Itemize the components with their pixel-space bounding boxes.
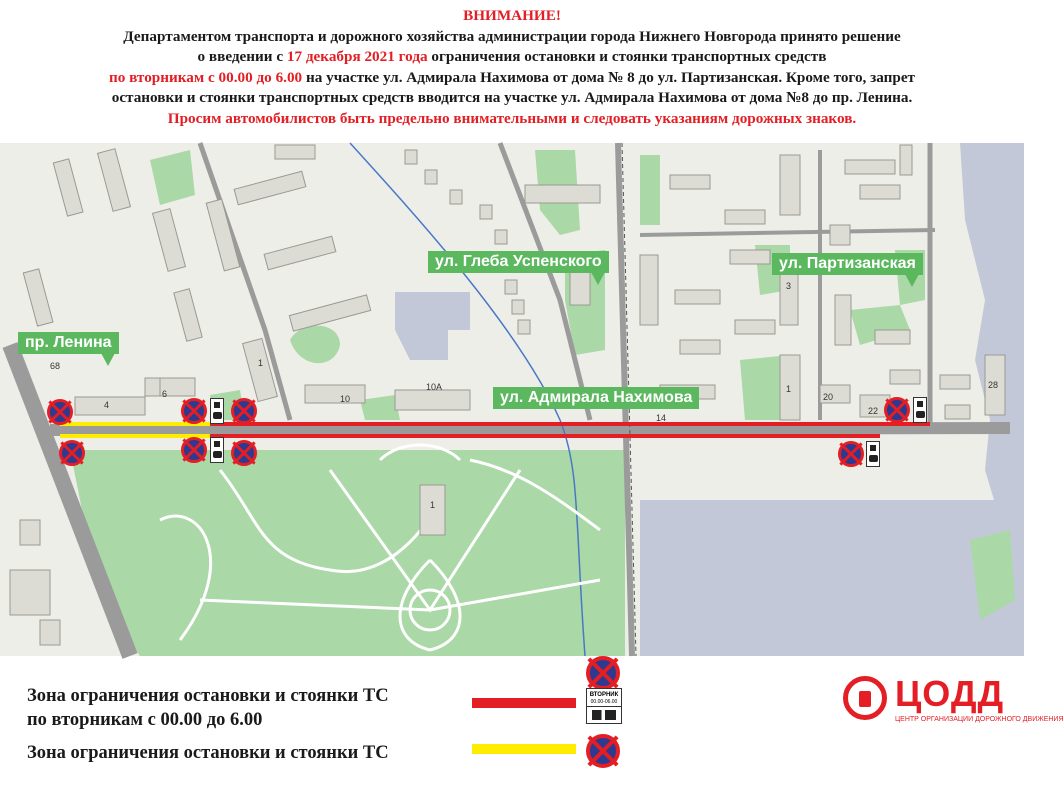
header-line-5: остановки и стоянки транспортных средств вводится на участке ул. Адмирала Нахимова от дома №8 до пр. Ленина. [111,89,913,106]
logo-subtitle: ЦЕНТР ОРГАНИЗАЦИИ ДОРОЖНОГО ДВИЖЕНИЯ [895,716,1064,723]
time-restriction: по вторникам с 00.00 до 6.00 [108,68,303,86]
no-stopping-sign-icon [59,440,85,466]
street-label-partizanskaya: ул. Партизанская [772,253,923,275]
building-number: 6 [162,389,168,399]
legend-yellow-bar [472,744,576,754]
tuesday-plate-icon [866,441,880,467]
building-number: 4 [104,400,110,410]
legend-red-bar [472,698,576,708]
no-stopping-sign-icon [231,398,257,424]
header-line-3a: о введении с [197,48,287,65]
building-number: 10 [340,394,351,404]
plate-title: ВТОРНИК [589,692,619,698]
legend-red-line-1: Зона ограничения остановки и стоянки ТС [27,686,389,706]
street-label-uspenskogo: ул. Глеба Успенского [428,251,609,273]
no-stopping-sign-icon [838,441,864,467]
building-number: 20 [823,392,834,402]
legend-red-line-2: по вторникам с 00.00 до 6.00 [27,710,263,730]
legend-no-stopping-sign-icon [586,734,620,768]
building-number: 22 [868,406,879,416]
plate-time: 00.00-06.00 [587,699,621,707]
tuesday-plate-icon [913,397,927,423]
park-area [70,450,625,656]
no-stopping-sign-icon [231,440,257,466]
green-4 [640,155,660,225]
header-line-6: Просим автомобилистов быть предельно внимательными и следовать указаниям дорожных знаков. [167,109,857,127]
building-number: 3 [786,281,792,291]
header-line-3b: ограничения остановки и стоянки транспортных средств [427,48,827,65]
no-stopping-sign-icon [884,397,910,423]
header-line-2: Департаментом транспорта и дорожного хозяйства администрации города Нижнего Новгорода принято решение [123,27,901,45]
legend-no-stopping-sign-icon [586,656,620,690]
building-number: 1 [786,384,792,394]
building-number: 68 [50,361,61,371]
legend-tuesday-plate-icon [586,688,622,724]
tuesday-plate-icon [210,398,224,424]
road-nakhimova [50,428,1010,430]
effective-date: 17 декабря 2021 года [286,48,428,65]
water-area-2 [640,500,1024,656]
header-line-4b: на участке ул. Адмирала Нахимова от дома № 8 до ул. Партизанская. Кроме того, запрет [302,68,916,86]
no-stopping-sign-icon [47,399,73,425]
logo-name: ЦОДД [895,673,1005,714]
no-stopping-sign-icon [181,398,207,424]
attention-title: ВНИМАНИЕ! [463,7,561,24]
building-number: 1 [430,500,436,510]
building-number: 1 [258,358,264,368]
tow-truck-icon [592,710,616,720]
building-number: 10А [426,382,443,392]
building-number: 28 [988,380,999,390]
legend-yellow-line: Зона ограничения остановки и стоянки ТС [27,743,389,763]
no-stopping-sign-icon [181,437,207,463]
building-number: 14 [656,413,667,423]
street-label-lenina: пр. Ленина [18,332,119,354]
codd-logo [843,672,1064,732]
tuesday-plate-icon [210,437,224,463]
street-label-nakhimova: ул. Адмирала Нахимова [493,387,699,409]
codd-emblem-icon [843,676,887,720]
